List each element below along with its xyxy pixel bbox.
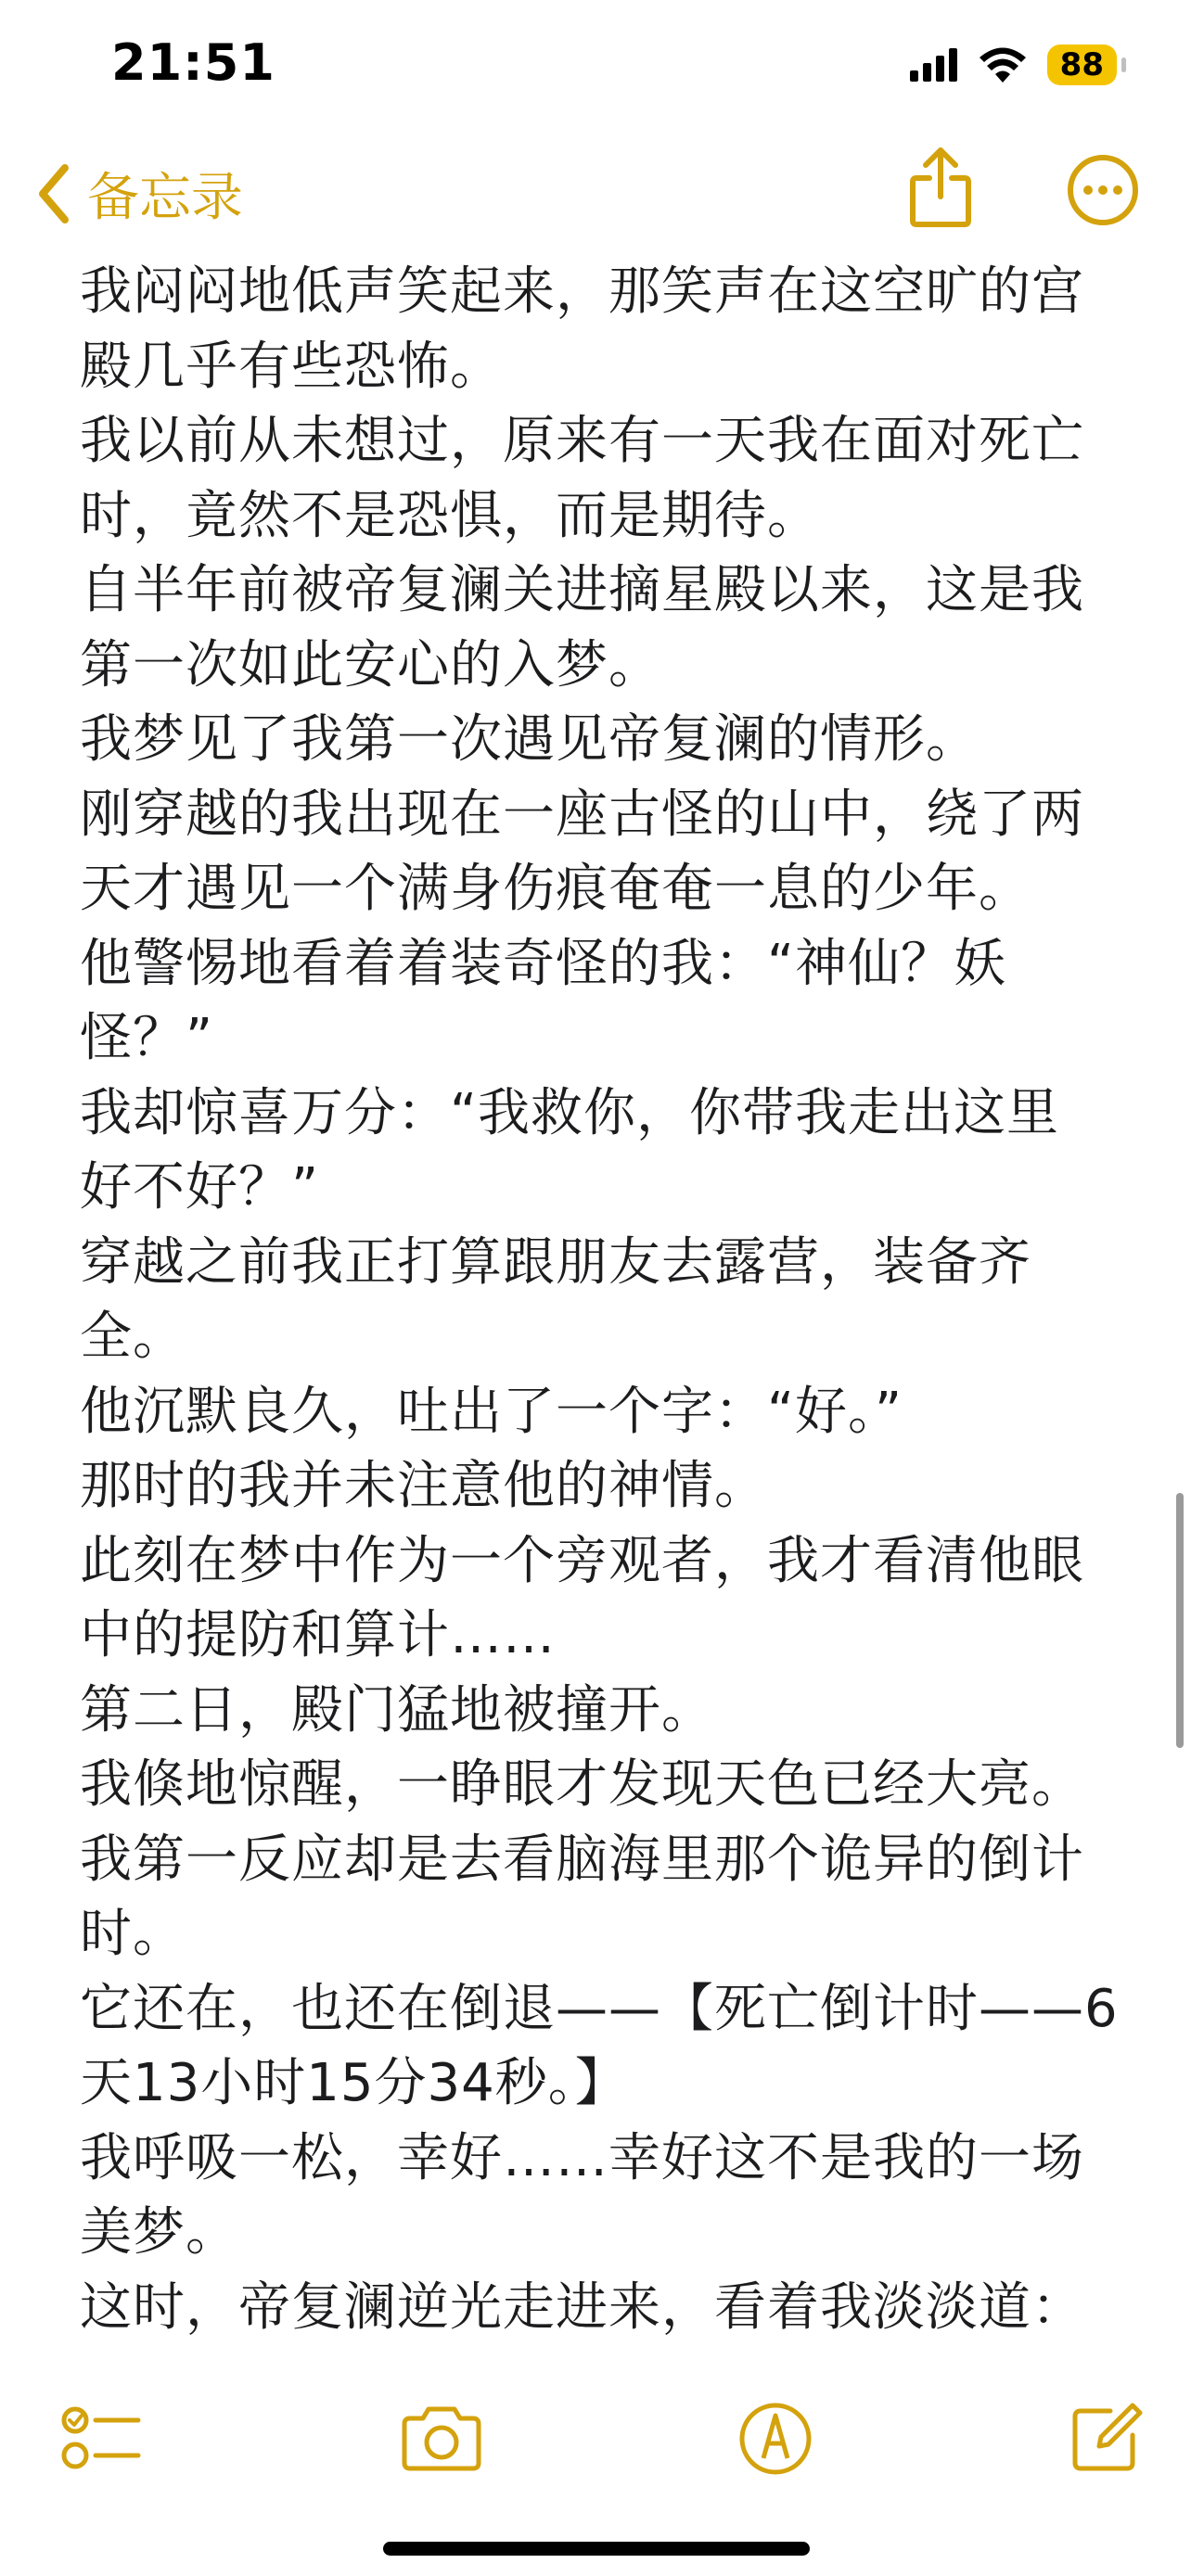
note-line: 殿几乎有些恐怖。 bbox=[80, 336, 503, 397]
note-line: 中的提防和算计…… bbox=[80, 1605, 556, 1665]
note-line: 此刻在梦中作为一个旁观者，我才看清他眼 bbox=[80, 1530, 1084, 1591]
note-line: 我倏地惊醒，一睁眼才发现天色已经大亮。 bbox=[80, 1754, 1084, 1815]
note-line: 天13小时15分34秒。】 bbox=[80, 2053, 628, 2113]
note-line: 我呼吸一松，幸好……幸好这不是我的一场 bbox=[80, 2127, 1084, 2188]
share-icon bbox=[907, 145, 974, 230]
note-line: 他警惕地看着着装奇怪的我：“神仙？妖 bbox=[80, 933, 1007, 994]
note-line: 全。 bbox=[80, 1307, 186, 1367]
chevron-left-icon bbox=[35, 162, 72, 225]
back-button[interactable] bbox=[35, 152, 243, 236]
wifi-icon bbox=[979, 47, 1027, 83]
battery-indicator: 88 bbox=[1047, 45, 1117, 85]
note-line: 天才遇见一个满身伤痕奄奄一息的少年。 bbox=[80, 859, 1031, 919]
scroll-indicator[interactable] bbox=[1176, 1493, 1184, 1748]
note-line: 美梦。 bbox=[80, 2202, 238, 2263]
camera-button[interactable] bbox=[397, 2394, 486, 2483]
cellular-signal-icon bbox=[910, 48, 958, 82]
note-body[interactable] bbox=[80, 255, 1119, 2356]
note-line: 第二日，殿门猛地被撞开。 bbox=[80, 1679, 714, 1741]
nav-bar bbox=[0, 139, 1191, 250]
status-bar bbox=[0, 0, 1191, 139]
note-line: 自半年前被帝复澜关进摘星殿以来，这是我 bbox=[80, 560, 1084, 620]
home-indicator[interactable] bbox=[383, 2542, 810, 2556]
status-icons bbox=[910, 45, 1117, 85]
checklist-icon bbox=[60, 2402, 144, 2476]
ellipsis-circle-icon bbox=[1067, 154, 1139, 226]
share-button[interactable] bbox=[907, 145, 974, 234]
markup-button[interactable] bbox=[731, 2394, 820, 2483]
note-line: 他沉默良久，吐出了一个字：“好。” bbox=[80, 1381, 903, 1442]
back-label: 备忘录 bbox=[87, 168, 243, 228]
note-line: 第一次如此安心的入梦。 bbox=[80, 634, 661, 695]
note-line: 时，竟然不是恐惧，而是期待。 bbox=[80, 485, 820, 546]
note-line: 我梦见了我第一次遇见帝复澜的情形。 bbox=[80, 709, 979, 770]
note-line: 我却惊喜万分：“我救你，你带我走出这里 bbox=[80, 1082, 1060, 1143]
note-line: 它还在，也还在倒退——【死亡倒计时——6 bbox=[80, 1978, 1119, 2039]
compose-icon bbox=[1068, 2402, 1144, 2476]
status-time: 21:51 bbox=[111, 33, 275, 92]
pen-tip-circle-icon bbox=[737, 2401, 813, 2477]
note-line: 我闷闷地低声笑起来，那笑声在这空旷的宫 bbox=[80, 261, 1084, 322]
note-line: 怪？” bbox=[80, 1008, 214, 1068]
more-button[interactable] bbox=[1067, 154, 1139, 230]
note-line: 我以前从未想过，原来有一天我在面对死亡 bbox=[80, 411, 1084, 471]
note-line: 穿越之前我正打算跟朋友去露营，装备齐 bbox=[80, 1231, 1031, 1293]
note-line: 时。 bbox=[80, 1904, 186, 1964]
note-line: 好不好？” bbox=[80, 1157, 320, 1218]
note-line: 这时，帝复澜逆光走进来，看着我淡淡道： bbox=[80, 2276, 1084, 2338]
camera-icon bbox=[399, 2404, 484, 2474]
note-line: 那时的我并未注意他的神情。 bbox=[80, 1456, 767, 1516]
checklist-button[interactable] bbox=[58, 2394, 147, 2483]
compose-button[interactable] bbox=[1061, 2394, 1150, 2483]
note-line: 刚穿越的我出现在一座古怪的山中，绕了两 bbox=[80, 784, 1084, 845]
note-line: 我第一反应却是去看脑海里那个诡异的倒计 bbox=[80, 1829, 1084, 1890]
